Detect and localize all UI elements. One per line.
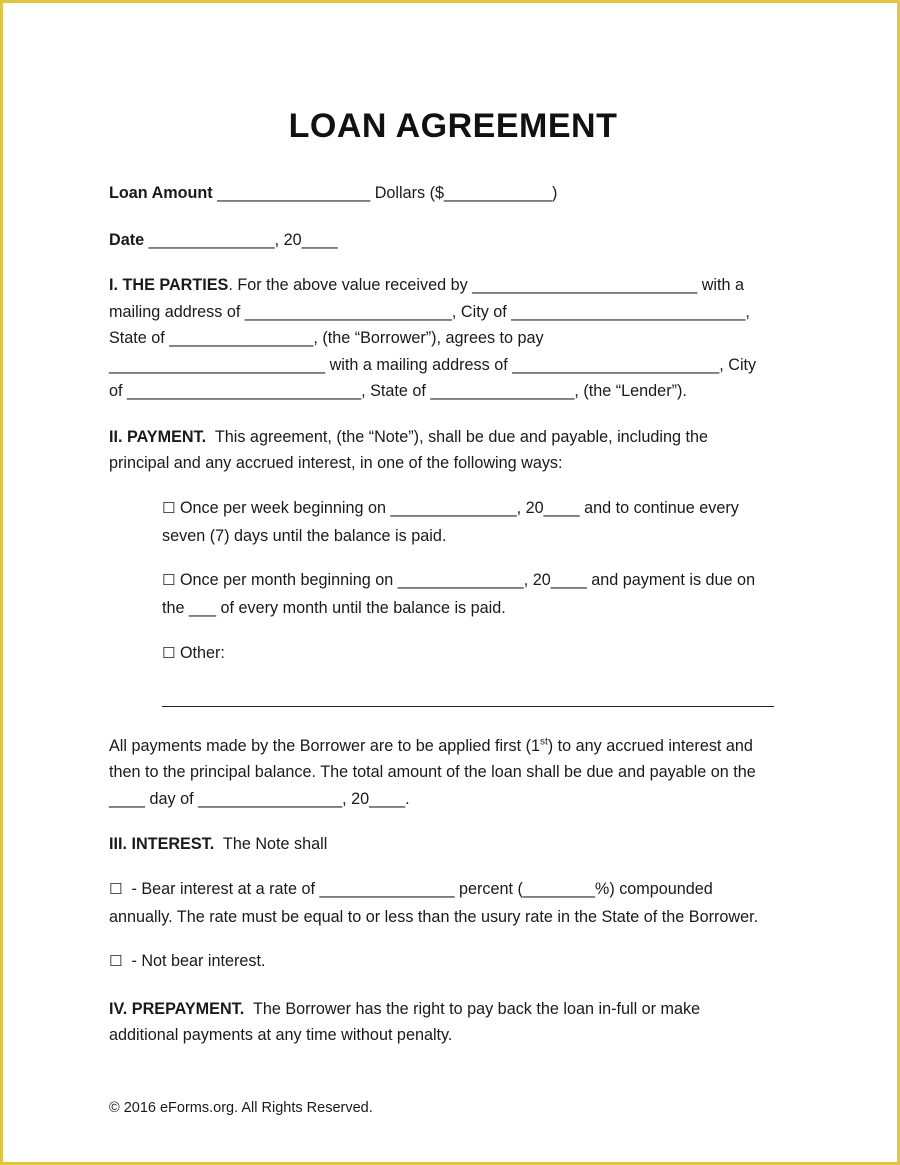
- not-bear-interest-line: [109, 951, 266, 971]
- weekly-option-line-1: [162, 498, 739, 518]
- bear-interest-checkbox[interactable]: ☐: [109, 880, 123, 898]
- applied-line-2: then to the principal balance. The total amount of the loan shall be due and payable on the: [109, 763, 756, 781]
- interest-line: [109, 834, 327, 854]
- payment-line-1-text: This agreement, (the “Note”), shall be due and payable, including the: [206, 428, 708, 446]
- parties-line-1: [109, 275, 744, 295]
- parties-line-2: mailing address of _______________________, City of __________________________,: [109, 303, 750, 321]
- parties-line-5: of __________________________, State of ________________, (the “Lender”).: [109, 382, 687, 400]
- other-checkbox[interactable]: ☐: [162, 644, 176, 662]
- monthly-option-text: Once per month beginning on ______________, 20____ and payment is due on: [175, 571, 756, 589]
- applied-line-1-b: ) to any accrued interest and: [547, 737, 753, 755]
- weekly-checkbox[interactable]: ☐: [162, 499, 176, 517]
- payment-line-2: principal and any accrued interest, in one of the following ways:: [109, 454, 563, 472]
- prepayment-line-1: [109, 999, 700, 1019]
- prepayment-line-2: additional payments at any time without penalty.: [109, 1026, 453, 1044]
- applied-line-1: [109, 736, 753, 756]
- not-bear-interest-checkbox[interactable]: ☐: [109, 952, 123, 970]
- bear-interest-text: - Bear interest at a rate of _______________ percent (________%) compounded: [122, 880, 713, 898]
- document-title: LOAN AGREEMENT: [288, 107, 618, 145]
- payment-line-1: [109, 427, 708, 447]
- weekly-option-text: Once per week beginning on ______________, 20____ and to continue every: [175, 499, 739, 517]
- loan-amount-label: Loan Amount: [109, 184, 213, 202]
- bear-interest-line-2: annually. The rate must be equal to or less than the usury rate in the State of the Borrower.: [109, 908, 759, 926]
- prepayment-heading: IV. PREPAYMENT.: [109, 1000, 245, 1018]
- other-option-label: Other:: [175, 644, 225, 662]
- applied-line-1-a: All payments made by the Borrower are to be applied first (1: [109, 737, 540, 755]
- applied-line-3: ____ day of ________________, 20____.: [109, 790, 410, 808]
- parties-line-3: State of ________________, (the “Borrower”), agrees to pay: [109, 329, 544, 347]
- date-line: [109, 230, 338, 250]
- parties-line-4: ________________________ with a mailing address of _______________________, City: [109, 356, 757, 374]
- weekly-option-line-2: seven (7) days until the balance is paid.: [162, 527, 447, 545]
- not-bear-interest-label: - Not bear interest.: [122, 952, 266, 970]
- other-blank-line[interactable]: [162, 706, 774, 707]
- copyright-footer: © 2016 eForms.org. All Rights Reserved.: [109, 1100, 373, 1116]
- payment-heading: II. PAYMENT.: [109, 428, 207, 446]
- prepayment-line-1-text: The Borrower has the right to pay back the loan in-full or make: [244, 1000, 701, 1018]
- interest-heading: III. INTEREST.: [109, 835, 215, 853]
- monthly-checkbox[interactable]: ☐: [162, 571, 176, 589]
- loan-amount-line: [109, 183, 557, 203]
- date-blanks: ______________, 20____: [144, 231, 338, 249]
- ordinal-suffix: st: [539, 736, 548, 748]
- loan-amount-blanks: _________________ Dollars ($____________): [212, 184, 558, 202]
- interest-line-text: The Note shall: [214, 835, 328, 853]
- monthly-option-line-2: the ___ of every month until the balance is paid.: [162, 599, 506, 617]
- monthly-option-line-1: [162, 570, 755, 590]
- bear-interest-line-1: [109, 879, 713, 899]
- parties-heading: I. THE PARTIES: [109, 276, 229, 294]
- other-option-line: [162, 643, 225, 663]
- parties-line-1-text: . For the above value received by _________________________ with a: [228, 276, 745, 294]
- date-label: Date: [109, 231, 145, 249]
